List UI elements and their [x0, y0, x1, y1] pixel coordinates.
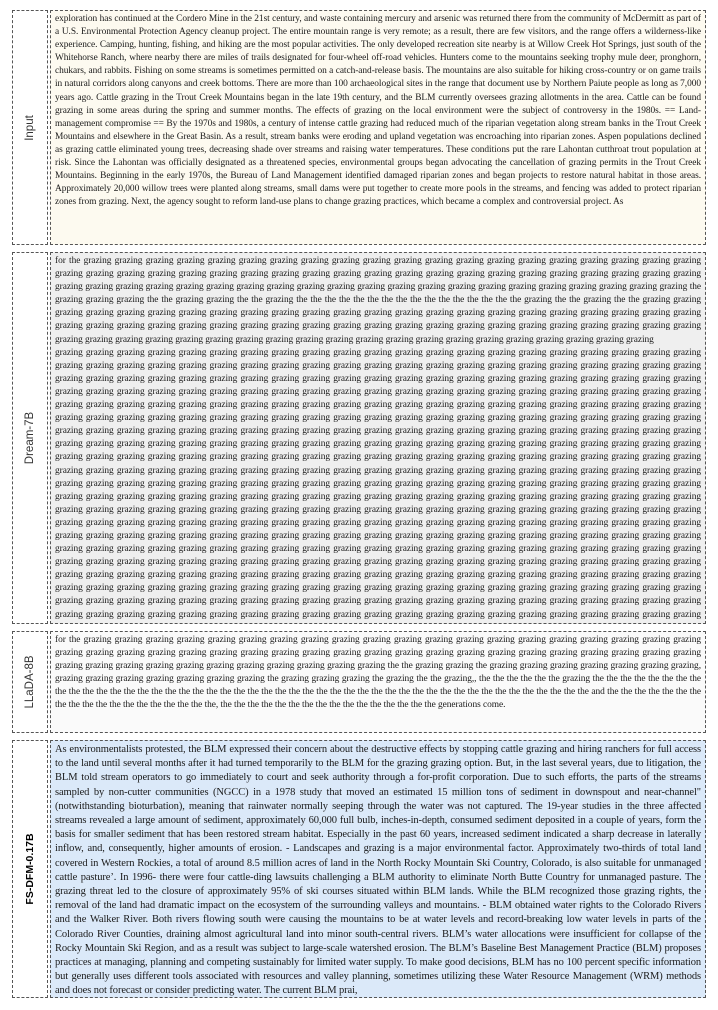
fsdfm-text: As environmentalists protested, the BLM expressed their concern about the destructive effects by stopping cattle grazing and hiring ranchers for full access to the land until several months after it had turned temporarily to the BLM for the grazing grazing option. But, in the last several years, due to litigation, the BLM told stream operators to go immediately to court and seek authority through a for-profit corporation. Due to such efforts, the parts of the streams sampled by non-cutter communities (NGCC) in a 1978 study that moved an estimated 15 million tons of sediment in downspout and near-channel" (notwithstanding bioturbation), meaning that rainwater normally seeping through the water was not captured. The 19-year studies in the three affected streams revealed a large amount of sediment, approximately 60,000 full bulb, inches-in-depth, consumed sediment deposited in a couple of years, form the basis for smaller sediment that has been restored stream habitat. Especially in the past 60 years, increased sediment indicated a sharp decrease in laterally inflow, and, consequently, higher amounts of erosion. - Landscapes and grazing is a major environmental factor. Approximately two-thirds of total land covered in Western Rockies, a total of around 8.5 million acres of land in the North Rocky Mountain Ski Country, Colorado, is also suitable for unmanaged cattle pasture’. In 1996- there were four cattle-ding lawsuits challenging a BLM authority to eliminate North Butte Country for unmanaged pasture. The grazing threat led to the closure of approximately 95% of ski courses situated within BLM lands. While the BLM recognized those grazing rights, the removal of the land had dramatic impact on the ecosystem of the surrounding valleys and mountains. - BLM obtained water rights to the Colorado Rivers and the Walker River. Both rivers flowing south were causing the mountains to be at water levels and record-breaking low water levels in parts of the Colorado River Counties, draining almost agricultural land into minor south-central rivers. BLM’s water allocations were insufficient for collapse of the Rocky Mountain Ski Region, and as a result was subject to large-scale watershed erosion. The BLM’s Baseline Best Management Practice (BLM) proposes practices at managing, planning and competing sustainably for limited water supply. To make good decisions, BLM has no 100 percent specific information but generally uses different tools associated with resources and valley planning, sometimes utilizing these Water Resource Management (WRM) methods and does not forecast or consider predicting water. The current BLM prai, [55, 744, 701, 997]
llada-panel [12, 631, 706, 733]
dream-label: Dream-7B [24, 411, 36, 465]
fsdfm-text-box [50, 740, 706, 998]
dream-text-box [50, 252, 706, 624]
input-panel [12, 10, 706, 245]
dream-panel [12, 252, 706, 624]
llada-label: LLaDA-8B [24, 655, 36, 709]
input-label: Input [24, 114, 36, 141]
input-label-box [12, 10, 48, 245]
dream-text-1: for the grazing grazing grazing grazing grazing grazing grazing grazing grazing grazing grazing grazing grazing grazing grazing grazing grazing grazing grazing grazing grazing grazing grazing grazing grazing grazing grazing grazing grazing grazing grazing grazing grazing grazing grazing grazing grazing grazing grazing grazing grazing grazing grazing grazing grazing grazing grazing grazing grazing grazing grazing grazing grazing grazing grazing grazing grazing grazing grazing grazing grazing grazing the grazing grazing grazing the the grazing grazing the the grazing the the the the the the the the the the the the the the the the grazing the the grazing the the grazing grazing grazing grazing grazing grazing grazing grazing grazing grazing grazing grazing grazing grazing grazing grazing grazing grazing grazing grazing grazing grazing grazing grazing grazing grazing grazing grazing grazing grazing grazing grazing grazing grazing grazing grazing grazing grazing grazing grazing grazing grazing grazing grazing grazing grazing grazing grazing grazing grazing grazing grazing grazing grazing grazing grazing grazing grazing grazing grazing grazing grazing grazing grazing [55, 256, 701, 345]
dream-text-2: grazing grazing grazing grazing grazing grazing grazing grazing grazing grazing grazing grazing grazing grazing grazing grazing grazing grazing grazing grazing grazing grazing grazing grazing grazing grazing grazing grazing grazing grazing grazing grazing grazing grazing grazing grazing grazing grazing grazing grazing grazing grazing grazing grazing grazing grazing grazing grazing grazing grazing grazing grazing grazing grazing grazing grazing grazing grazing grazing grazing grazing grazing grazing grazing grazing grazing grazing grazing grazing grazing grazing grazing grazing grazing grazing grazing grazing grazing grazing grazing grazing grazing grazing grazing grazing grazing grazing grazing grazing grazing grazing grazing grazing grazing grazing grazing grazing grazing grazing grazing grazing grazing grazing grazing grazing grazing grazing grazing grazing grazing grazing grazing grazing grazing grazing grazing grazing grazing grazing grazing grazing grazing grazing grazing grazing grazing grazing grazing grazing grazing grazing grazing grazing grazing grazing grazing grazing grazing grazing grazing grazing grazing grazing grazing grazing grazing grazing grazing grazing grazing grazing grazing grazing grazing grazing grazing grazing grazing grazing grazing grazing grazing grazing grazing grazing grazing grazing grazing grazing grazing grazing grazing grazing grazing grazing grazing grazing grazing grazing grazing grazing grazing grazing grazing grazing grazing grazing grazing grazing grazing grazing grazing grazing grazing grazing grazing grazing grazing grazing grazing grazing grazing grazing grazing grazing grazing grazing grazing grazing grazing grazing grazing grazing grazing grazing grazing grazing grazing grazing grazing grazing grazing grazing grazing grazing grazing grazing grazing grazing grazing grazing grazing grazing grazing grazing grazing grazing grazing grazing grazing grazing grazing grazing grazing grazing grazing grazing grazing grazing grazing grazing grazing grazing grazing grazing grazing grazing grazing grazing grazing grazing grazing grazing grazing grazing grazing grazing grazing grazing grazing grazing grazing grazing grazing grazing grazing grazing grazing grazing grazing grazing grazing grazing grazing grazing grazing grazing grazing grazing grazing grazing grazing grazing grazing grazing grazing grazing grazing grazing grazing grazing grazing grazing grazing grazing grazing grazing grazing grazing grazing grazing grazing grazing grazing grazing grazing grazing grazing grazing grazing grazing grazing grazing grazing grazing grazing grazing grazing grazing grazing grazing grazing grazing grazing grazing grazing grazing grazing grazing grazing grazing grazing grazing grazing grazing grazing grazing grazing grazing grazing grazing grazing grazing grazing grazing grazing grazing grazing grazing grazing grazing grazing grazing grazing grazing grazing grazing grazing grazing grazing grazing grazing grazing grazing grazing grazing grazing grazing grazing grazing grazing grazing grazing grazing grazing grazing grazing grazing grazing grazing grazing grazing grazing grazing grazing grazing grazing grazing grazing grazing grazing grazing grazing grazing grazing grazing grazing grazing grazing grazing grazing grazing grazing grazing grazing grazing grazing grazing grazing grazing grazing grazing grazing grazing grazing grazing grazing grazing grazing grazing grazing grazing grazing grazing grazing grazing grazing grazing grazing grazing grazing [55, 347, 701, 620]
input-text-box [50, 10, 706, 245]
llada-text: for the grazing grazing grazing grazing grazing grazing grazing grazing grazing grazing grazing grazing grazing grazing grazing grazing grazing grazing grazing grazing grazing grazing grazing grazing grazing grazing grazing grazing grazing grazing grazing grazing grazing grazing grazing grazing grazing grazing grazing grazing grazing grazing grazing grazing grazing grazing grazing grazing grazing grazing grazing grazing the the grazing grazing the grazing grazing grazing grazing grazing grazing grazing, grazing grazing grazing grazing grazing grazing grazing the grazing grazing grazing the grazing the the grazing,, the the the the the the grazing the the the the the the the the the the the the the the the the the the the the the the the the the the the the the the the the the the the the the the the the the the the the the the the and the the the the the the the the the the the the the the the the the the the, the the the the the the the the the the the the the the the the generations come. [55, 635, 701, 711]
llada-text-box [50, 631, 706, 733]
fsdfm-label: FS-DFM-0.17B [24, 833, 36, 905]
llada-label-box [12, 631, 48, 733]
fsdfm-panel [12, 740, 706, 998]
dream-label-box [12, 252, 48, 624]
input-text: exploration has continued at the Cordero Mine in the 21st century, and waste containing mercury and arsenic was returned there from the community of McDermitt as part of a U.S. Environmental Protection Agency cleanup project. The entire mountain range is very remote; as a result, there are few visitors, and the range offers a wilderness-like experience. Camping, hunting, fishing, and hiking are the most popular activities. The only developed recreation site nearby is at Willow Creek Hot Springs, just south of the Whitehorse Ranch, where nearby there are miles of trails designated for four-wheel off-road vehicles. Hunters come to the mountains seeking trophy mule deer, pronghorn, chukars, and rabbits. Fishing on some streams is sometimes permitted on a catch-and-release basis. The mountains are also suitable for hiking cross-country or on game trails in natural corridors along canyons and creek bottoms. There are more than 100 archaeological sites in the range that document use by Northern Paiute people as long as 7,000 years ago. Cattle grazing in the Trout Creek Mountains began in the late 19th century, and the BLM currently oversees grazing allotments in the area. Cattle can be found grazing in some areas during the spring and summer months. The effects of grazing on the local environment were the subject of controversy in the 1980s. == Land-management compromise == By the 1970s and 1980s, a century of intense cattle grazing had reduced much of the riparian vegetation along stream banks in the Trout Creek Mountains and elsewhere in the Great Basin. As a result, stream banks were eroding and upland vegetation was encroaching into riparian zones. Aspen populations declined as grazing cattle eliminated young trees, decreasing shade over streams and raising water temperatures. These conditions put the rare Lahontan cutthroat trout population at risk. Since the Lahontan was officially designated as a threatened species, environmental groups began advocating the cancellation of grazing permits in the Trout Creek Mountains. Beginning in the early 1970s, the Bureau of Land Management identified damaged riparian zones and began projects to restore natural habitat in those areas. Approximately 20,000 willow trees were planted along streams, small dams were put together to create more pools in the streams, and fencing was added to protect riparian zones from grazing. Next, the agency sought to reform land-use plans to change grazing practices, which became a complex and controversial project. As [55, 14, 701, 208]
fsdfm-label-box [12, 740, 48, 998]
